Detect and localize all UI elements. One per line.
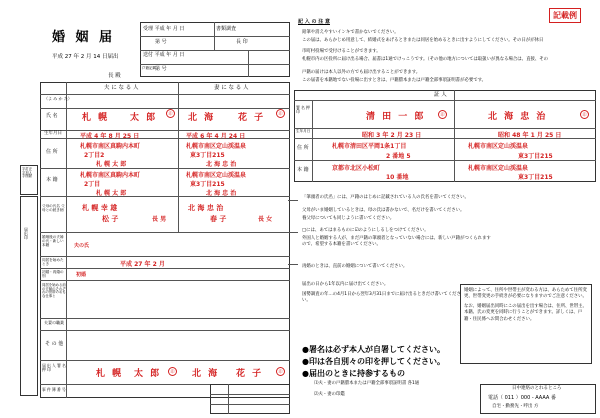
witness-right-name: 北 海 忠 治: [488, 112, 548, 122]
witness-left-address-no: 2 番地 5: [386, 153, 411, 160]
husband-mother: 松 子: [102, 215, 119, 223]
intro-6: この届書を本籍地でない役場に出すときは、戸籍謄本または戸籍全部事項証明書が必要です。: [302, 78, 487, 83]
witness-left-domicile: 京都市北区小松町: [332, 165, 381, 172]
husband-seal: 印: [166, 109, 175, 118]
husband-signature-surname: 札 幌: [96, 369, 124, 379]
side-info-text-2: なお、婚姻届出同時にこの届出を出す場合は、住所、世帯主、本籍、氏の変更を同時に行うことができます。詳しくは、戸籍・住民係へお問合わせください。: [464, 303, 587, 322]
number-label-2: 第 号: [155, 66, 167, 72]
note-8: 国勢調査の年…の4月1日から翌年3月31日までに届け出るときだけ書いてください。: [302, 292, 461, 304]
witness-row-signature: 署 名 押 印: [296, 105, 310, 114]
husband-domicile: 札幌市南区真駒内本町: [80, 172, 141, 179]
witness-right-birth: 昭和 48 年 1 月 25 日: [498, 132, 562, 139]
side-info-box: [460, 284, 592, 364]
stamp-grid: [210, 384, 290, 414]
side-info-text: 婚姻によって、住所や世帯主が変わる方は、あらためて住所変更、世帯変更の手続きが必要になりますのでご注意ください。: [464, 288, 587, 300]
husband-domicile-no: 2丁目: [84, 181, 101, 188]
husband-relation: 長 男: [152, 216, 167, 223]
witness-header: 証 人: [434, 92, 447, 98]
witness-right-address: 札幌市南区定山渓温泉: [468, 143, 529, 150]
intro-1: 鉛筆や消えやすいインキで書かないでください。: [302, 30, 399, 35]
row-label-job: 夫妻の職業: [44, 320, 64, 325]
contact-options: 自宅・勤務先・呼出 方: [492, 404, 539, 409]
cohabit-date: 平成 27 年 2 月: [120, 261, 165, 268]
row-label-new-domicile: 婚姻後の夫婦の氏・新しい本籍: [42, 235, 64, 247]
wife-relation: 長 女: [258, 216, 273, 223]
leader-arrow-2: [288, 232, 298, 233]
addressee: 長 殿: [108, 73, 121, 79]
stamp-label-1: 書類調査: [216, 26, 237, 32]
note-3: 養父母についても同じように書いてください。: [302, 216, 395, 221]
wife-birth: 平成 6 年 4 月 24 日: [186, 133, 246, 140]
row-label-name: 氏 名: [46, 113, 58, 119]
witness-left-name: 清 田 一 郎: [366, 112, 426, 122]
husband-given: 太 郎: [130, 113, 158, 123]
note-5: 外国人と婚姻する人が、まだ戸籍の筆頭者となっていない場合には、新しい戸籍がつくられますので、希望する本籍を書いてください。: [302, 236, 491, 248]
row-label-parents: 父母の氏名 父母との続き柄: [42, 204, 65, 212]
new-surname: 夫の氏: [74, 243, 90, 249]
title-marker: 記載例: [549, 8, 581, 23]
filer-seal-box: [20, 196, 38, 396]
reception-label: 受理 平成 年 月 日: [143, 26, 185, 32]
husband-signature-seal: 印: [168, 367, 177, 376]
instruction-panel: [292, 0, 600, 418]
row-label-other: そ の 他: [45, 341, 64, 347]
husband-address-no: 2丁目2: [84, 152, 105, 159]
correction-label: 字訂正 字加入 字削除: [22, 167, 33, 179]
row-label-cohabit: 同居を始めたとき: [42, 258, 64, 266]
row-label-previous: 初婚・再婚の別: [42, 270, 64, 278]
intro-2: この届は、あらかじめ用意して、結婚式をあげるときまたは同居を始めるときに出すようにしてください。その日がが休日: [302, 38, 544, 43]
witness-left-address: 札幌市清田区平岡1条1丁目: [332, 143, 407, 150]
husband-householder: 札 幌 太 郎: [96, 161, 127, 168]
note-2: 父母がいま婚姻しているときは、母の氏は書かないで、名だけを書いてください。: [302, 208, 465, 213]
leader-arrow-3: [288, 264, 298, 265]
row-label-yomikata: （よ み か た）: [44, 96, 72, 101]
intro-5: 戸籍の届けは本人以外の方でも届け出することができます。: [302, 70, 421, 75]
wife-address-no: 東3丁目215: [190, 152, 225, 159]
wife-mother: 春 子: [210, 215, 227, 223]
husband-head: 札 幌 太 郎: [96, 190, 127, 197]
note-4: □には、あてはまるものに☑のようにしるしをつけてください。: [302, 228, 429, 233]
husband-birth: 平成 4 年 8 月 25 日: [80, 133, 140, 140]
wife-domicile: 札幌市南区定山渓温泉: [186, 172, 247, 179]
wife-head: 北 海 忠 治: [206, 190, 237, 197]
note-7: 届出の日から1年以内に届け出てください。: [302, 282, 389, 287]
witness-row-birth: 生年月日: [296, 129, 311, 133]
row-label-domicile: 本 籍: [46, 177, 58, 183]
witness-left-seal: 印: [438, 110, 447, 119]
first-marriage: 初婚: [76, 272, 87, 278]
bring-item-2: ⑵夫・妻の印鑑: [314, 392, 345, 397]
contact-phone: 電話（ 011 ）000 - AAAA 番: [488, 395, 556, 401]
wife-householder: 北 海 忠 治: [206, 161, 237, 168]
row-label-birth: 生年月日: [44, 131, 62, 136]
stamp-label-2: 戸籍記載: [142, 66, 156, 70]
wife-surname: 北 海: [188, 113, 216, 123]
filer-seal-label: 届 出 印: [24, 227, 28, 240]
husband-header: 夫 に な る 人: [104, 85, 139, 91]
row-label-occupation: 同居を始める前の夫婦のそれぞれの世帯のおもな仕事と: [42, 283, 66, 298]
husband-signature-given: 太 郎: [134, 369, 162, 379]
husband-father: 札 幌 幸 雄: [82, 204, 118, 212]
form-title: 婚 姻 届: [52, 30, 116, 45]
filing-date: 平成 27 年 2 月 14 日届出: [52, 54, 119, 60]
bring-item-1: ⑴夫・妻の戸籍謄本または戸籍全部事項証明書 各1通: [314, 381, 420, 386]
wife-seal: 印: [276, 109, 285, 118]
bullet-seal: ●印は各自別々の印を押してください。: [302, 357, 445, 366]
witness-row-address: 住 所: [297, 145, 309, 151]
bullet-signature: ●署名は必ず本人が自署してください。: [302, 345, 445, 354]
wife-domicile-no: 東3丁目215: [190, 181, 225, 188]
note-6: 再婚のときは、直前の婚姻について書いてください。: [302, 264, 408, 269]
witness-left-birth: 昭和 3 年 2 月 23 日: [362, 132, 422, 139]
marriage-form: [0, 0, 290, 418]
wife-signature-seal: 印: [276, 367, 285, 376]
row-label-signer: 届 出 人 署 名 押 印: [42, 363, 66, 372]
wife-given: 花 子: [238, 113, 266, 123]
husband-address: 札幌市南区真駒内本町: [80, 143, 141, 150]
witness-right-address-no: 東3丁目215: [518, 153, 553, 160]
leader-arrow-1: [288, 200, 298, 201]
witness-row-domicile: 本 籍: [297, 167, 309, 173]
chief-seal-label: 長 印: [236, 39, 248, 45]
witness-right-domicile: 札幌市南区定山渓温泉: [468, 165, 529, 172]
wife-father: 北 海 忠 治: [188, 204, 224, 212]
witness-right-seal: 印: [580, 110, 589, 119]
wife-signature-surname: 北 海: [192, 369, 220, 379]
witness-left-domicile-no: 10 番地: [386, 174, 409, 181]
intro-4: 札幌市内の区役所に届け出る場合、届書は1通でけっこうです。（その他の地方については取扱いが異なる場合は、直接、その: [302, 57, 549, 62]
witness-right-domicile-no: 東3丁目215: [518, 174, 553, 181]
notes-heading: 記 入 の 注 意: [298, 19, 330, 25]
wife-header: 妻 に な る 人: [214, 85, 249, 91]
row-label-contact: 事 件 簿 番 号: [42, 387, 66, 392]
husband-surname: 札 幌: [82, 113, 110, 123]
contact-title: 日中連絡のとれるところ: [512, 386, 562, 391]
intro-3: 市町村役場で受付けることができます。: [302, 49, 381, 54]
note-1: 「筆頭者の氏名」には、戸籍のはじめに記載されている人の氏名を書いてください。: [302, 195, 469, 200]
wife-address: 札幌市南区定山渓温泉: [186, 143, 247, 150]
row-label-address: 住 所: [46, 149, 58, 155]
wife-signature-given: 花 子: [236, 369, 264, 379]
number-label: 第 号: [155, 39, 167, 45]
bullet-bring: ●届出のときに持参するもの: [302, 369, 405, 378]
sent-label: 送付 平成 年 月 日: [143, 52, 185, 58]
